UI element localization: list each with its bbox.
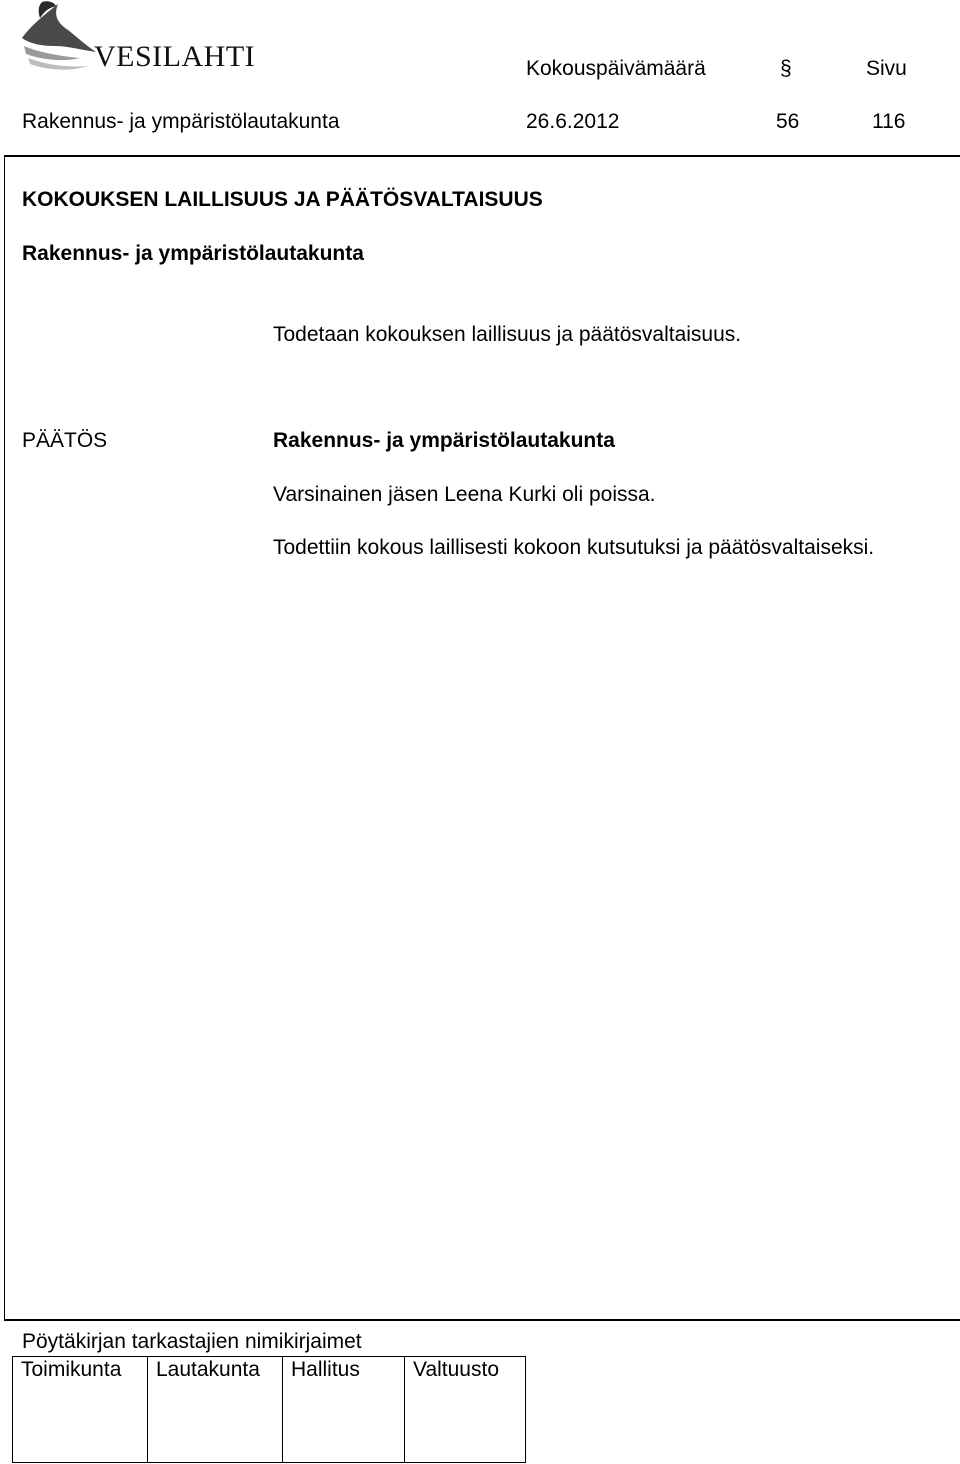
section-sign: § xyxy=(780,57,792,80)
decision-board-heading: Rakennus- ja ympäristölautakunta xyxy=(273,429,615,452)
section-title: KOKOUKSEN LAILLISUUS JA PÄÄTÖSVALTAISUUS xyxy=(22,188,543,211)
section-number: 56 xyxy=(776,110,800,133)
date-label: Kokouspäivämäärä xyxy=(526,57,706,80)
decision-text-absence: Varsinainen jäsen Leena Kurki oli poissa. xyxy=(273,483,656,506)
signatures-label: Pöytäkirjan tarkastajien nimikirjaimet xyxy=(22,1330,362,1353)
page-number: 116 xyxy=(872,110,906,133)
header-board-name: Rakennus- ja ympäristölautakunta xyxy=(22,110,340,133)
signature-cell-valtuusto: Valtuusto xyxy=(405,1357,526,1463)
signature-cell-toimikunta: Toimikunta xyxy=(13,1357,148,1463)
header-divider xyxy=(4,155,960,157)
decision-label: PÄÄTÖS xyxy=(22,429,108,452)
vesilahti-logo xyxy=(18,0,258,74)
page-label: Sivu xyxy=(866,57,907,80)
meeting-date: 26.6.2012 xyxy=(526,110,620,133)
signature-cell-lautakunta: Lautakunta xyxy=(148,1357,283,1463)
signature-table xyxy=(12,1356,526,1463)
footer-divider xyxy=(4,1319,960,1321)
board-heading: Rakennus- ja ympäristölautakunta xyxy=(22,242,364,265)
proposal-text: Todetaan kokouksen laillisuus ja päätösvaltaisuus. xyxy=(273,323,742,346)
logo-wordmark: VESILAHTI xyxy=(94,40,256,73)
signature-cell-hallitus: Hallitus xyxy=(283,1357,405,1463)
swan-logo-icon xyxy=(18,0,258,74)
left-margin-line xyxy=(4,155,5,1321)
decision-text-quorum: Todettiin kokous laillisesti kokoon kutsutuksi ja päätösvaltaiseksi. xyxy=(273,536,875,559)
